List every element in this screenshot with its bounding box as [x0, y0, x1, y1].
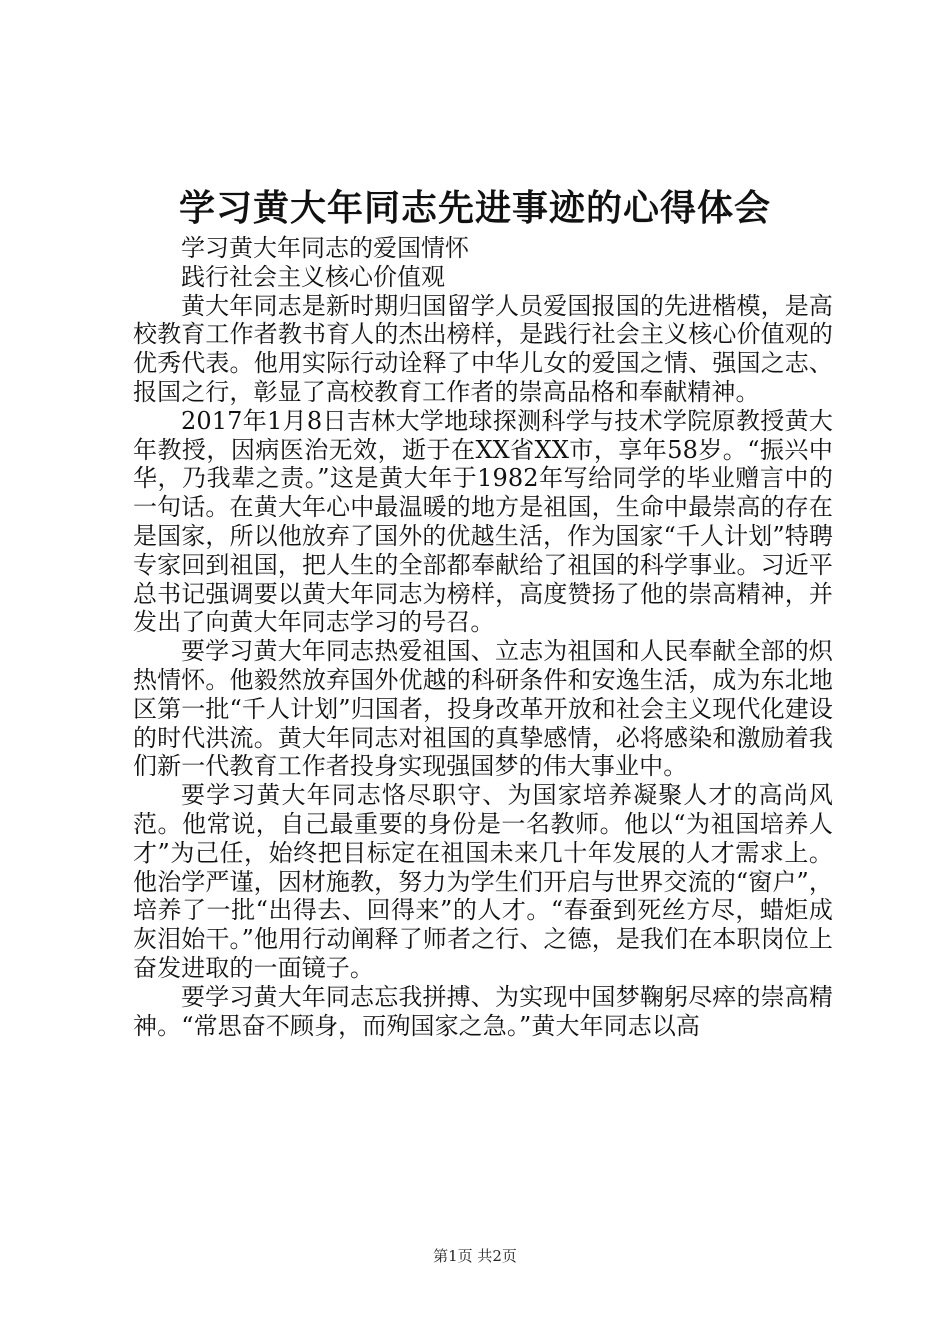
paragraph: 要学习黄大年同志忘我拼搏、为实现中国梦鞠躬尽瘁的崇高精神。“常思奋不顾身，而殉国家之急。”黄大年同志以高: [133, 982, 833, 1040]
subheading: 学习黄大年同志的爱国情怀: [181, 234, 469, 262]
paragraph: 2017年1月8日吉林大学地球探测科学与技术学院原教授黄大年教授，因病医治无效，逝于在XX省XX市，享年58岁。“振兴中华，乃我辈之责。”这是黄大年于1982年写给同学的毕业赠言中的一句话。在黄大年心中最温暖的地方是祖国，生命中最崇高的存在是国家，所以他放弃了国外的优越生活，作为国家“千人计划”特聘专家回到祖国，把人生的全部都奉献给了祖国的科学事业。习近平总书记强调要以黄大年同志为榜样，高度赞扬了他的崇高精神，并发出了向黄大年同志学习的号召。: [133, 406, 833, 637]
paragraph: 要学习黄大年同志热爱祖国、立志为祖国和人民奉献全部的炽热情怀。他毅然放弃国外优越的科研条件和安逸生活，成为东北地区第一批“千人计划”归国者，投身改革开放和社会主义现代化建设的时代洪流。黄大年同志对祖国的真挚感情，必将感染和激励着我们新一代教育工作者投身实现强国梦的伟大事业中。: [133, 637, 833, 781]
subheading: 践行社会主义核心价值观: [181, 262, 445, 291]
paragraph: 黄大年同志是新时期归国留学人员爱国报国的先进楷模，是高校教育工作者教书育人的杰出榜样，是践行社会主义核心价值观的优秀代表。他用实际行动诠释了中华儿女的爱国之情、强国之志、报国之行，彰显了高校教育工作者的崇高品格和奉献精神。: [133, 291, 833, 406]
document-body: [133, 234, 833, 1040]
paragraph: 要学习黄大年同志恪尽职守、为国家培养凝聚人才的高尚风范。他常说，自己最重要的身份是一名教师。他以“为祖国培养人才”为己任，始终把目标定在祖国未来几十年发展的人才需求上。他治学严谨，因材施教，努力为学生们开启与世界交流的“窗户”，培养了一批“出得去、回得来”的人才。“春蚕到死丝方尽，蜡炬成灰泪始干。”他用行动阐释了师者之行、之德，是我们在本职岗位上奋发进取的一面镜子。: [133, 781, 833, 982]
document-title: 学习黄大年同志先进事迹的心得体会: [178, 187, 771, 229]
page-footer: 第1页 共2页: [433, 1247, 517, 1265]
